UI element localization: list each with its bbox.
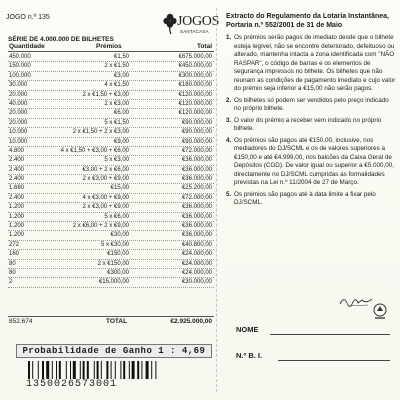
barcode-bar <box>73 361 76 379</box>
row-quantity: 30.000 <box>9 82 28 89</box>
row-prize: €9,00 <box>113 138 129 145</box>
regulation-panel <box>226 12 396 392</box>
row-prize: 2 x €150,00 <box>97 260 129 267</box>
row-total: €120.000,00 <box>178 91 212 98</box>
totals-row <box>8 316 214 326</box>
row-total: €36.000,00 <box>181 232 212 239</box>
regulation-item <box>226 97 396 114</box>
item-number: 4. <box>226 136 232 144</box>
barcode-bar <box>155 361 156 379</box>
row-quantity: 450.000 <box>9 54 31 60</box>
table-row <box>8 175 214 184</box>
row-prize: 5 x €1,50 <box>104 119 129 126</box>
item-text: Os prémios serão pagos de imediato desde que o bilhete esteja legível, não se encontre deteriorado, defeituoso ou alterado, mantenha intacta a zona identificada com "NÃO RASPAR", o código de barras e os elementos de segurança impressos no bilhete. Os bilhetes que não reunam as condições de pagamento imediato e cujo valor do prémio seja inferior a €15,00 não serão pagos. <box>234 34 396 92</box>
regulation-items <box>226 34 396 208</box>
row-quantity: 150.000 <box>9 63 31 70</box>
total-quantity: 852.674 <box>9 318 33 325</box>
row-prize: €15.000,00 <box>98 279 129 286</box>
jogos-logo <box>163 13 220 37</box>
regulation-item <box>226 34 396 94</box>
row-total: €72.000,00 <box>181 194 212 201</box>
barcode-bar <box>59 361 61 379</box>
table-row <box>8 260 214 269</box>
row-prize: 5 x €30,00 <box>100 241 129 248</box>
row-total: €120.000,00 <box>178 100 212 107</box>
row-prize: 5 x €3,00 <box>104 157 129 164</box>
barcode-bar <box>101 361 102 379</box>
table-row <box>8 278 214 287</box>
id-field[interactable] <box>278 360 390 361</box>
regulation-item <box>226 117 396 134</box>
regulation-item <box>226 191 396 208</box>
row-quantity: 2.400 <box>9 157 25 164</box>
row-prize: €3,00 <box>113 72 129 79</box>
table-row <box>8 166 214 175</box>
name-field[interactable] <box>270 334 390 335</box>
row-quantity: 1.200 <box>9 204 25 211</box>
row-quantity: 1.680 <box>9 185 25 192</box>
row-total: €36.000,00 <box>181 223 212 230</box>
brand-name: JOGOS <box>177 14 220 29</box>
row-total: €36.000,00 <box>181 204 212 211</box>
row-prize: €6,00 <box>113 110 129 117</box>
table-row <box>8 269 214 278</box>
clover-icon <box>163 13 177 35</box>
barcode <box>26 361 206 379</box>
recycle-seal-icon <box>371 302 389 320</box>
row-quantity: 100.000 <box>9 72 31 79</box>
series-title: SÉRIE DE 4.000.000 DE BILHETES <box>8 36 114 43</box>
barcode-bar <box>97 361 99 379</box>
table-row <box>8 241 214 250</box>
row-prize: 2 x €1,50 + 2 x €3,00 <box>72 129 129 136</box>
row-quantity: 40.000 <box>9 100 28 107</box>
row-prize: €1,50 <box>113 54 129 60</box>
row-quantity: 2.400 <box>9 166 25 173</box>
row-prize: 2 x €1,50 + €3,00 <box>82 91 129 98</box>
barcode-bar <box>129 361 130 379</box>
item-text: O valor do prémio a receber vem indicado no próprio bilhete. <box>234 116 382 132</box>
row-quantity: 2 <box>9 279 13 286</box>
table-row <box>8 100 214 109</box>
row-total: €36.000,00 <box>181 213 212 220</box>
table-row <box>8 72 214 81</box>
table-row <box>8 222 214 231</box>
item-text: Os prémios são pagos até €150,00, inclusive, nos mediadores do DJ/SCML e os de valores superiores a €150,00 e até €4.999,00, nos balcões da Caixa Geral de Depósitos (CGD). De valor igual ou superior a €5.000,00, directamente no DJ/SCML cumpridas as formalidades previstas na Lei n.º 11/2004 de 27 de Março. <box>234 136 394 186</box>
row-total: €40.800,00 <box>181 241 212 248</box>
barcode-bar <box>46 361 49 379</box>
row-total: €36.000,00 <box>181 157 212 164</box>
row-prize: €3,00 + 2 x €6,00 <box>82 166 129 173</box>
row-total: €90.000,00 <box>181 138 212 145</box>
row-quantity: 2.400 <box>9 194 25 201</box>
row-quantity: 1.200 <box>9 232 25 239</box>
barcode-bar <box>38 361 39 379</box>
barcode-bar <box>66 361 67 379</box>
row-prize: €15,00 <box>110 185 129 192</box>
row-total: €72.000,00 <box>181 147 212 154</box>
table-row <box>8 203 214 212</box>
barcode-bar <box>141 361 142 379</box>
table-header <box>8 43 214 52</box>
table-row <box>8 53 214 62</box>
barcode-bar <box>146 361 149 379</box>
row-total: €30.000,00 <box>181 279 212 286</box>
table-row <box>8 128 214 137</box>
regulation-title <box>226 12 396 30</box>
row-quantity: 20.000 <box>9 119 28 126</box>
prize-table-body <box>8 53 214 288</box>
panel-divider <box>216 8 217 392</box>
row-total: €25.200,00 <box>181 185 212 192</box>
barcode-bar <box>28 361 30 379</box>
barcode-bar <box>94 361 95 379</box>
table-row <box>8 138 214 147</box>
row-quantity: 1.200 <box>9 213 25 220</box>
item-number: 5. <box>226 190 232 198</box>
row-quantity: 10.000 <box>9 129 28 136</box>
column-total: Total <box>196 43 212 50</box>
barcode-bar <box>132 361 135 379</box>
row-prize: 2 x €1,50 <box>104 63 129 70</box>
row-quantity: 2.400 <box>9 176 25 183</box>
barcode-bar <box>151 361 152 379</box>
barcode-bar <box>87 361 89 379</box>
total-label: TOTAL <box>106 318 128 325</box>
row-total: €36.000,00 <box>181 166 212 173</box>
table-row <box>8 194 214 203</box>
barcode-bar <box>56 361 57 379</box>
barcode-bar <box>83 361 85 379</box>
regulation-title-line1: Extracto do Regulamento da Lotaria Instantânea, <box>226 13 389 20</box>
row-total: €24.000,00 <box>181 251 212 258</box>
row-prize: 2 x €3,00 + €9,00 <box>82 176 129 183</box>
row-quantity: 160 <box>9 251 20 258</box>
barcode-bar <box>115 361 116 379</box>
table-row <box>8 91 214 100</box>
barcode-bar <box>80 361 81 379</box>
total-value: €2.925.000,00 <box>170 318 212 325</box>
row-quantity: 1.200 <box>9 223 25 230</box>
barcode-bar <box>120 361 121 379</box>
barcode-bar <box>52 361 53 379</box>
row-prize: 2 x €3,00 <box>104 100 129 107</box>
prize-panel <box>6 6 220 394</box>
barcode-bar <box>106 361 108 379</box>
barcode-bar <box>70 361 71 379</box>
row-quantity: 272 <box>9 241 20 248</box>
barcode-bar <box>42 361 44 379</box>
row-total: €300.000,00 <box>178 72 212 79</box>
table-row <box>8 213 214 222</box>
barcode-bar <box>137 361 139 379</box>
row-quantity: 20.000 <box>9 91 28 98</box>
table-row <box>8 81 214 90</box>
row-quantity: 80 <box>9 260 16 267</box>
row-total: €24.000,00 <box>181 269 212 276</box>
row-prize: 2 x €3,00 + €9,00 <box>82 204 129 211</box>
table-row <box>8 250 214 259</box>
row-total: €24.000,00 <box>181 260 212 267</box>
row-total: €120.000,00 <box>178 110 212 117</box>
signature <box>338 294 374 308</box>
row-prize: 4 x €1,50 + €3,00 + €6,00 <box>60 147 129 154</box>
barcode-bar <box>32 361 33 379</box>
regulation-item <box>226 137 396 188</box>
column-prizes: Prémios <box>96 43 122 50</box>
row-prize: €30,00 <box>110 232 129 239</box>
row-quantity: 4.800 <box>9 147 25 154</box>
row-prize: 2 x €6,00 + 2 x €9,00 <box>72 223 129 230</box>
table-row <box>8 62 214 71</box>
row-total: €180.000,00 <box>178 82 212 89</box>
row-quantity: 20.000 <box>9 110 28 117</box>
barcode-bar <box>111 361 112 379</box>
id-label: N.º B. I. <box>236 351 263 360</box>
table-row <box>8 231 214 240</box>
row-quantity: 80 <box>9 269 16 276</box>
table-row <box>8 109 214 118</box>
column-quantity: Quantidade <box>9 43 45 50</box>
row-prize: €150,00 <box>107 251 129 258</box>
brand-subtitle: SANTACASA <box>180 29 209 34</box>
row-prize: 4 x €3,00 + €9,00 <box>82 194 129 201</box>
probability-box: Probabilidade de Ganho 1 : 4,69 <box>16 344 212 358</box>
name-label: NOME <box>236 325 259 334</box>
row-total: €90.000,00 <box>181 119 212 126</box>
game-number: JOGO n.º 135 <box>6 14 50 21</box>
item-text: Os prémios são pagos até à data limite a fixar pelo DJ/SCML. <box>234 190 376 206</box>
row-total: €36.000,00 <box>181 176 212 183</box>
table-row <box>8 119 214 128</box>
row-total: €675.000,00 <box>178 54 212 60</box>
regulation-title-line2: Portaria n.º 552/2001 de 31 de Maio <box>226 22 343 29</box>
row-total: €450.000,00 <box>178 63 212 70</box>
item-number: 2. <box>226 96 232 104</box>
row-total: €90.000,00 <box>181 129 212 136</box>
row-quantity: 10.000 <box>9 138 28 145</box>
item-number: 3. <box>226 116 232 124</box>
row-prize: 5 x €6,00 <box>104 213 129 220</box>
item-text: Os bilhetes só podem ser vendidos pelo preço indicado no próprio bilhete. <box>234 96 389 112</box>
row-prize: €300,00 <box>107 269 129 276</box>
table-row <box>8 156 214 165</box>
barcode-bar <box>123 361 125 379</box>
item-number: 1. <box>226 34 232 41</box>
row-prize: 4 x €1,50 <box>104 82 129 89</box>
barcode-number: 1350026573001 <box>26 379 118 390</box>
table-row <box>8 184 214 193</box>
table-row <box>8 147 214 156</box>
